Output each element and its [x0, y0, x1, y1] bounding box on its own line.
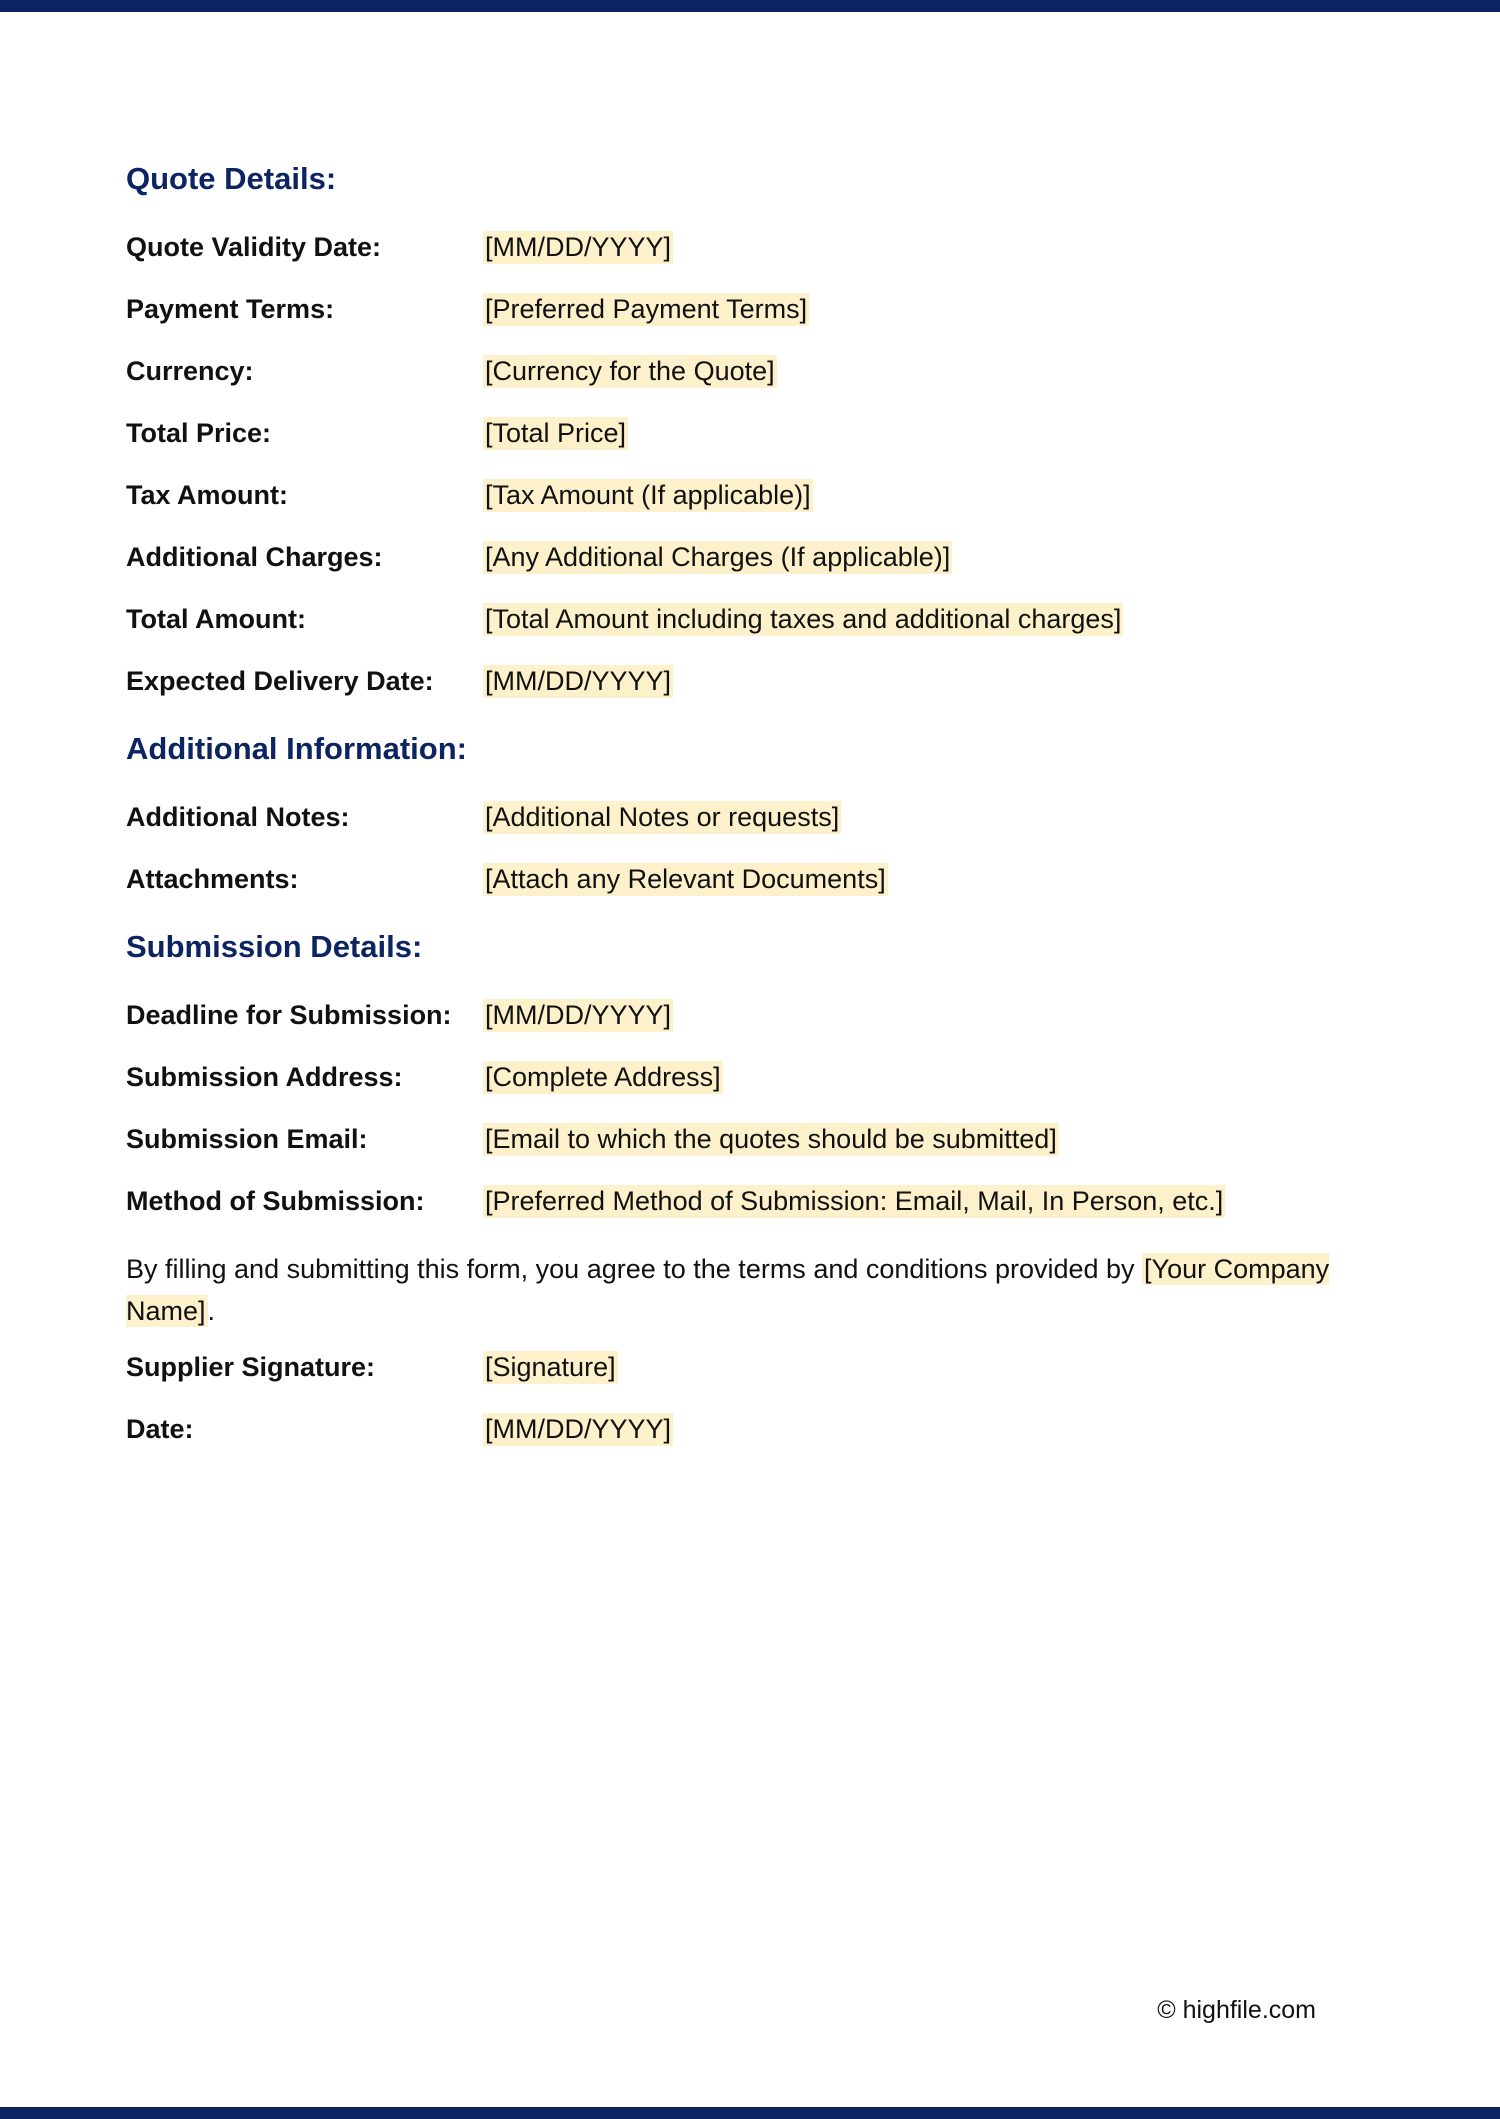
field-label: Quote Validity Date:: [126, 231, 382, 262]
quote-details-rows: [126, 216, 1376, 712]
field-label: Expected Delivery Date:: [126, 665, 434, 696]
submission-details-title: Submission Details:: [126, 929, 423, 964]
field-row-deadline-for-submission: [126, 984, 1376, 1046]
field-value-placeholder[interactable]: [MM/DD/YYYY]: [485, 1413, 672, 1444]
signature-rows: [126, 1336, 1376, 1460]
top-accent-bar: [0, 0, 1500, 12]
field-row-tax-amount: [126, 464, 1376, 526]
agreement-paragraph: [126, 1248, 1376, 1332]
field-label: Submission Email:: [126, 1123, 368, 1154]
field-value-placeholder[interactable]: [Signature]: [485, 1351, 616, 1382]
field-row-payment-terms: [126, 278, 1376, 340]
field-label: Payment Terms:: [126, 293, 335, 324]
additional-information-rows: [126, 786, 1376, 910]
agreement-period: .: [207, 1296, 216, 1326]
field-label: Supplier Signature:: [126, 1351, 376, 1382]
field-row-date: [126, 1398, 1376, 1460]
field-row-attachments: [126, 848, 1376, 910]
field-label: Additional Notes:: [126, 801, 350, 832]
field-row-method-of-submission: [126, 1170, 1376, 1232]
field-label: Attachments:: [126, 863, 299, 894]
field-value-placeholder[interactable]: [Any Additional Charges (If applicable)]: [485, 541, 951, 572]
field-value-placeholder[interactable]: [Preferred Payment Terms]: [485, 293, 808, 324]
field-label: Method of Submission:: [126, 1185, 425, 1216]
field-row-currency: [126, 340, 1376, 402]
field-value-placeholder[interactable]: [Total Amount including taxes and additional charges]: [485, 603, 1122, 634]
field-row-submission-address: [126, 1046, 1376, 1108]
company-name-placeholder[interactable]: [Your Company Name]: [126, 1254, 1330, 1326]
field-row-expected-delivery-date: [126, 650, 1376, 712]
field-row-quote-validity-date: [126, 216, 1376, 278]
field-row-total-amount: [126, 588, 1376, 650]
field-value-placeholder[interactable]: [Complete Address]: [485, 1061, 721, 1092]
field-value-placeholder[interactable]: [Currency for the Quote]: [485, 355, 775, 386]
field-value-placeholder[interactable]: [Tax Amount (If applicable)]: [485, 479, 811, 510]
field-label: Additional Charges:: [126, 541, 383, 572]
quote-details-title: Quote Details:: [126, 161, 337, 196]
form-content: [126, 160, 1376, 1460]
field-label: Submission Address:: [126, 1061, 403, 1092]
field-row-supplier-signature: [126, 1336, 1376, 1398]
additional-information-title: Additional Information:: [126, 731, 467, 766]
field-row-submission-email: [126, 1108, 1376, 1170]
section-spacer: [126, 910, 1376, 928]
field-row-additional-charges: [126, 526, 1376, 588]
agreement-text: By filling and submitting this form, you agree to the terms and conditions provided by: [126, 1254, 1143, 1284]
bottom-accent-bar: [0, 2107, 1500, 2119]
field-row-total-price: [126, 402, 1376, 464]
section-spacer: [126, 712, 1376, 730]
field-label: Currency:: [126, 355, 254, 386]
field-label: Tax Amount:: [126, 479, 288, 510]
field-value-placeholder[interactable]: [Attach any Relevant Documents]: [485, 863, 886, 894]
field-value-placeholder[interactable]: [Additional Notes or requests]: [485, 801, 840, 832]
field-label: Total Price:: [126, 417, 272, 448]
field-value-placeholder[interactable]: [Total Price]: [485, 417, 627, 448]
field-label: Total Amount:: [126, 603, 306, 634]
field-value-placeholder[interactable]: [MM/DD/YYYY]: [485, 665, 672, 696]
submission-details-rows: [126, 984, 1376, 1232]
field-value-placeholder[interactable]: [Preferred Method of Submission: Email, Mail, In Person, etc.]: [485, 1185, 1224, 1216]
field-row-additional-notes: [126, 786, 1376, 848]
field-value-placeholder[interactable]: [MM/DD/YYYY]: [485, 999, 672, 1030]
footer-copyright: © highfile.com: [1157, 1996, 1316, 2024]
field-value-placeholder[interactable]: [MM/DD/YYYY]: [485, 231, 672, 262]
field-label: Date:: [126, 1413, 194, 1444]
field-label: Deadline for Submission:: [126, 999, 452, 1030]
field-value-placeholder[interactable]: [Email to which the quotes should be submitted]: [485, 1123, 1057, 1154]
